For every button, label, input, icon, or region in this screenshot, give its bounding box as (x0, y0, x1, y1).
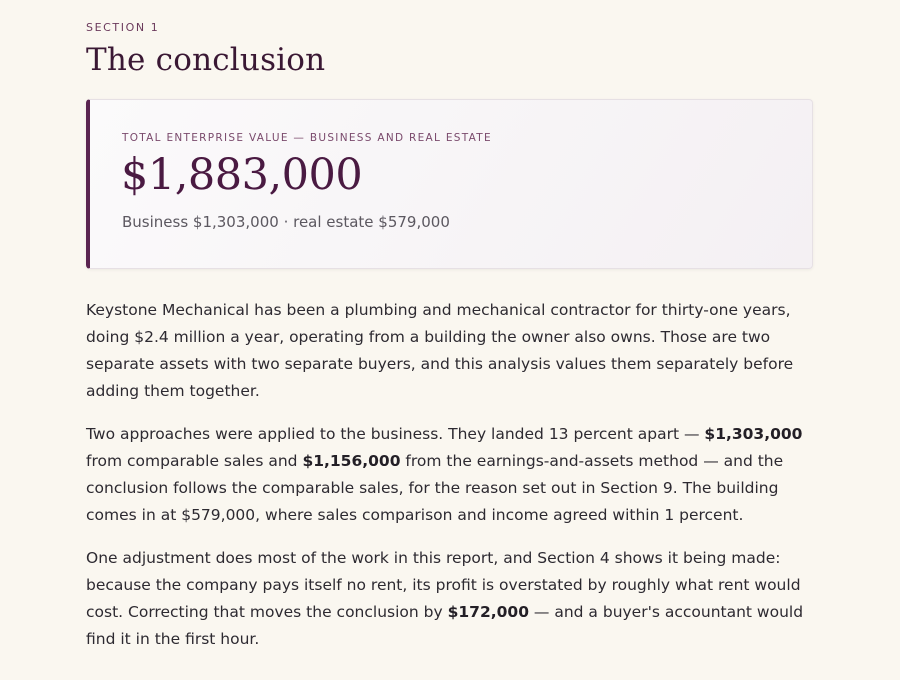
adjustment-value: $172,000 (447, 603, 529, 621)
enterprise-value-breakdown: Business $1,303,000 · real estate $579,000 (122, 213, 450, 231)
paragraph-text: One adjustment does most of the work in this report, and Section 4 shows it being made: because the company pays itself no rent, its profit is overstated by roughly what rent would cost. Correcting that moves the conclusion by (86, 549, 801, 621)
paragraph-adjustment (86, 545, 816, 653)
body-text (86, 297, 816, 669)
section-eyebrow: SECTION 1 (86, 21, 160, 34)
enterprise-value-amount: $1,883,000 (121, 150, 363, 200)
paragraph-approaches (86, 421, 816, 529)
paragraph-text: Two approaches were applied to the business. They landed 13 percent apart — (86, 425, 705, 443)
enterprise-value-card (86, 99, 813, 269)
paragraph-overview: Keystone Mechanical has been a plumbing and mechanical contractor for thirty-one years, doing $2.4 million a year, operating from a building the owner also owns. Those are two separate assets with two separate buyers, and this analysis values them separately before adding them together. (86, 301, 794, 400)
section-title: The conclusion (86, 42, 326, 78)
paragraph-text: from the earnings-and-assets method — and the conclusion follows the comparable sales, for the reason set out in Section 9. The building comes in at $579,000, where sales comparison and income agreed within 1 percent. (86, 452, 784, 524)
earnings-assets-value: $1,156,000 (302, 452, 401, 470)
paragraph-text: from comparable sales and (86, 452, 303, 470)
enterprise-value-label: TOTAL ENTERPRISE VALUE — BUSINESS AND REAL ESTATE (122, 132, 492, 144)
paragraph-text: — and a buyer's accountant would find it in the first hour. (86, 603, 804, 648)
comparable-sales-value: $1,303,000 (704, 425, 803, 443)
